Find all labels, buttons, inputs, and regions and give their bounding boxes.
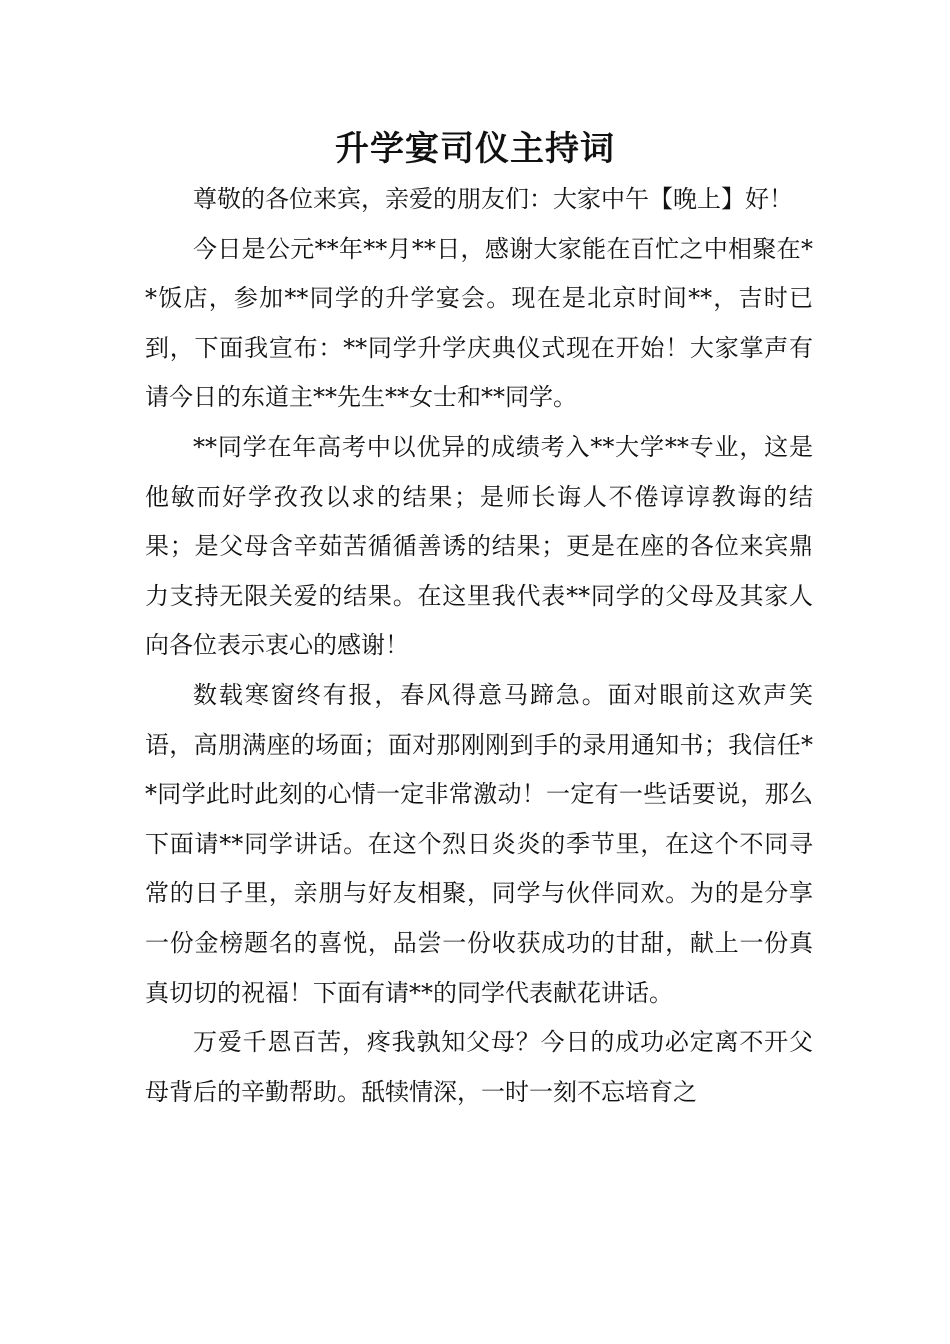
paragraph-opening: 今日是公元**年**月**日，感谢大家能在百忙之中相聚在**饭店，参加**同学的升学宴会。现在是北京时间**，吉时已到，下面我宣布：**同学升学庆典仪式现在开始！大家掌声有请今日的东道主**先生**女士和**同学。: [145, 234, 813, 412]
paragraph-parents: 万爱千恩百苦，疼我孰知父母？今日的成功必定离不开父母背后的辛勤帮助。舐犊情深，一时一刻不忘培育之: [145, 1028, 813, 1106]
paragraph-student-speech: 数载寒窗终有报，春风得意马蹄急。面对眼前这欢声笑语，高朋满座的场面；面对那刚刚到手的录用通知书；我信任**同学此时此刻的心情一定非常激动！一定有一些话要说，那么下面请**同学讲话。在这个烈日炎炎的季节里，在这个不同寻常的日子里，亲朋与好友相聚，同学与伙伴同欢。为的是分享一份金榜题名的喜悦，品尝一份收获成功的甘甜，献上一份真真切切的祝福！下面有请**的同学代表献花讲话。: [145, 680, 813, 1007]
document-body: [145, 175, 813, 1117]
paragraph-greeting: 尊敬的各位来宾，亲爱的朋友们：大家中午【晚上】好！: [193, 185, 793, 213]
document-title: 升学宴司仪主持词: [335, 129, 615, 169]
paragraph-achievement: **同学在年高考中以优异的成绩考入**大学**专业，这是他敏而好学孜孜以求的结果；是师长诲人不倦谆谆教诲的结果；是父母含辛茹苦循循善诱的结果；更是在座的各位来宾鼎力支持无限关爱的结果。在这里我代表**同学的父母及其家人向各位表示衷心的感谢！: [145, 432, 813, 660]
